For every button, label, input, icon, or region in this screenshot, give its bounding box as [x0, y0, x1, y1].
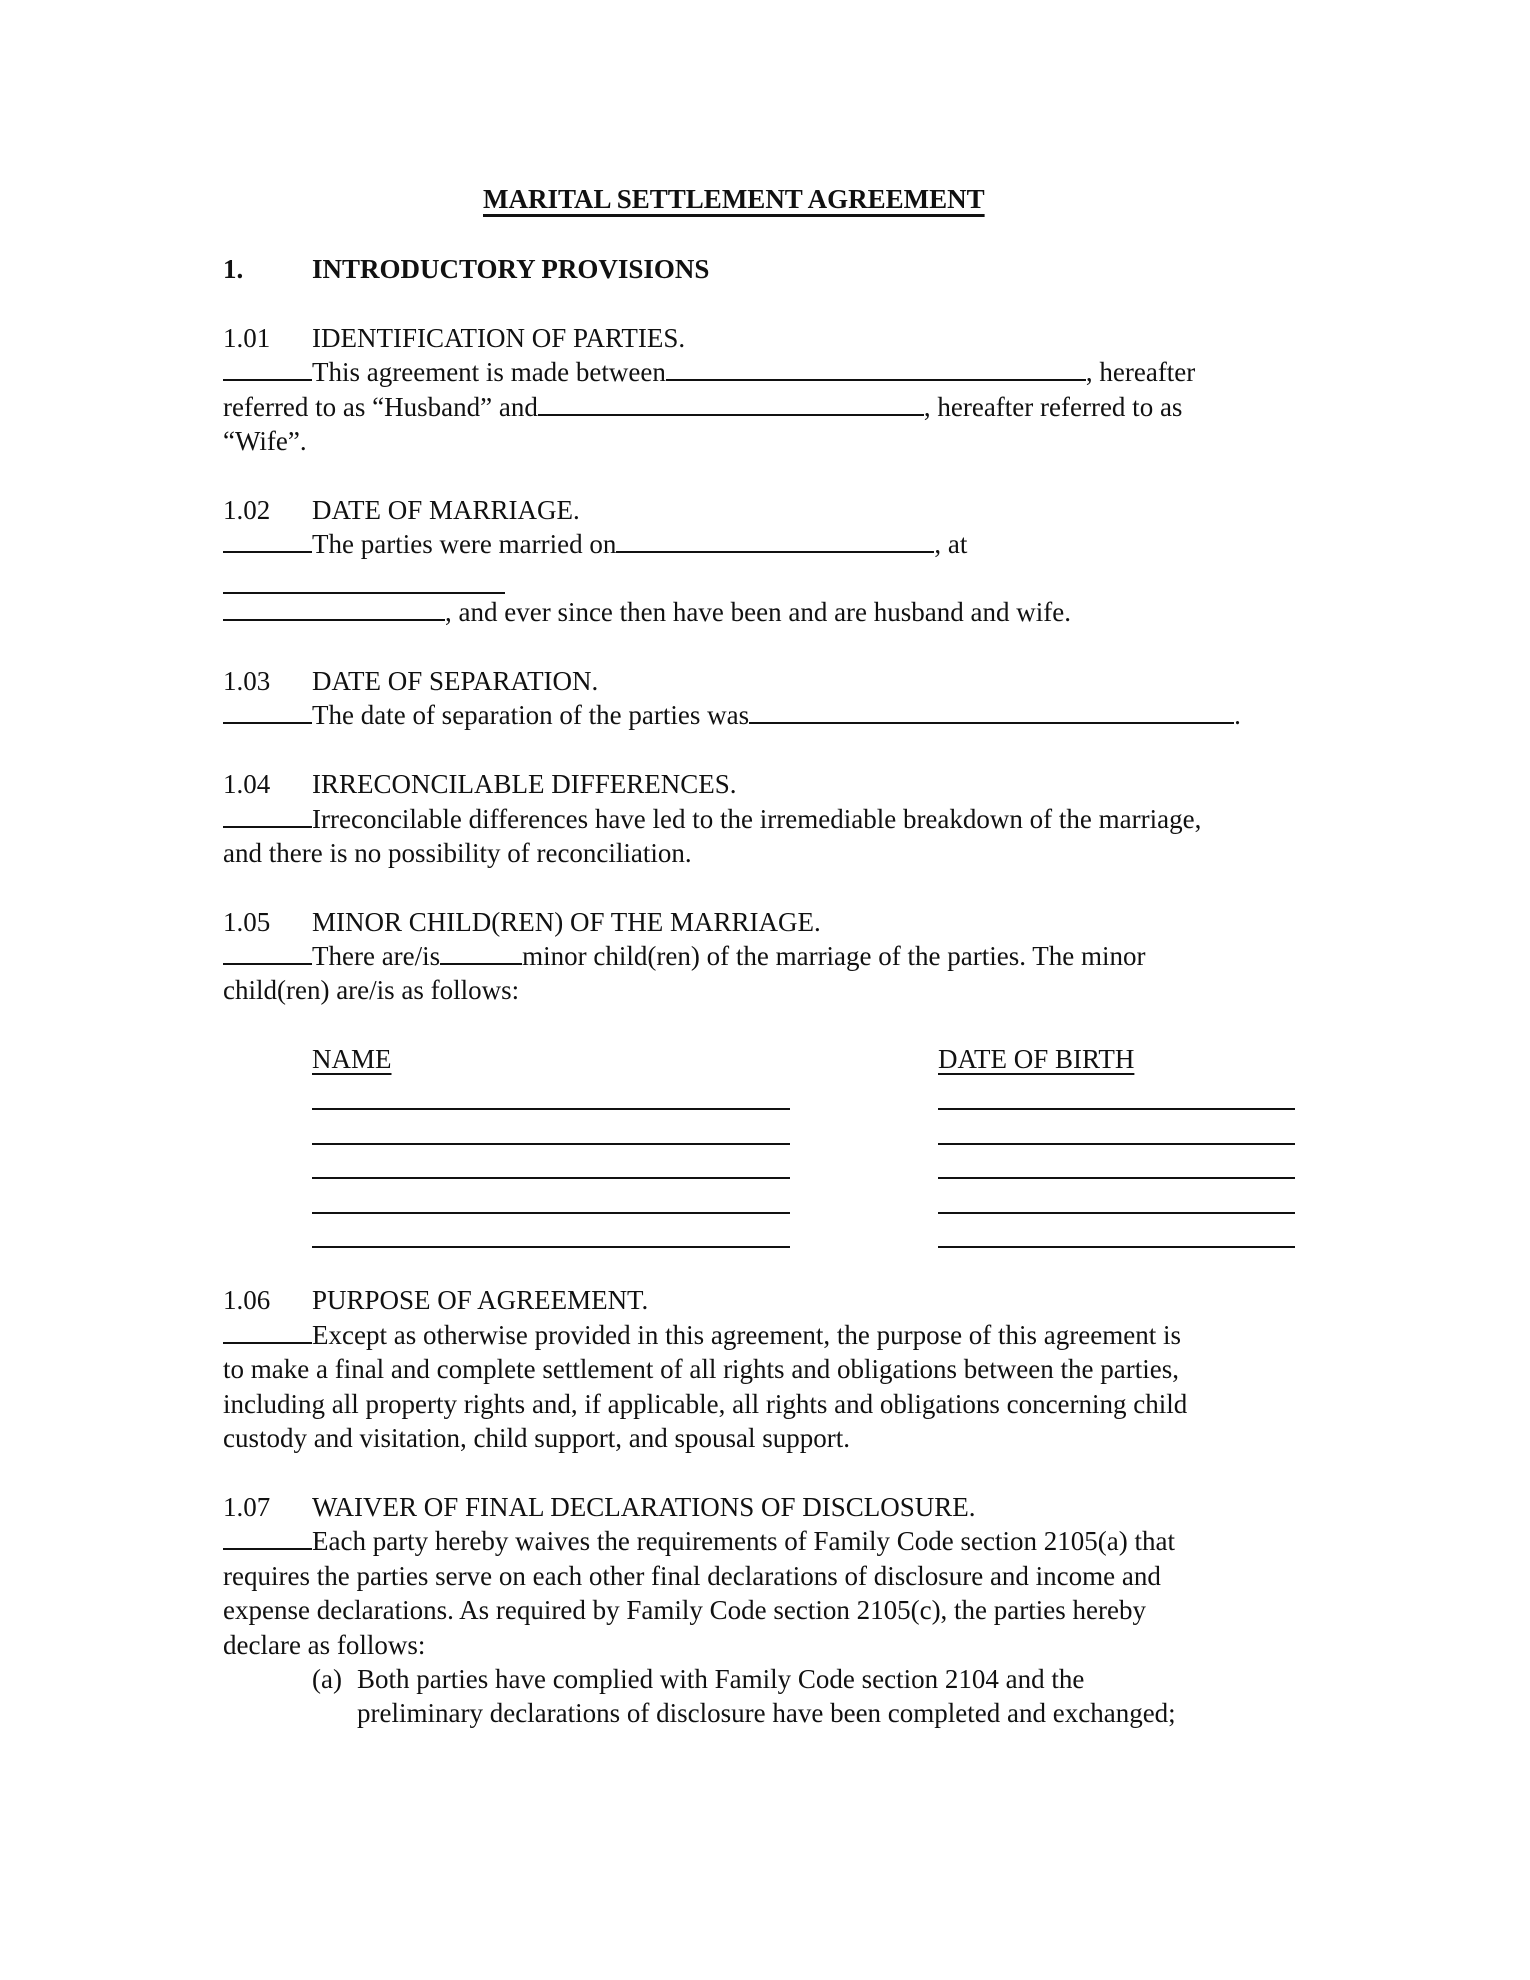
initials-blank[interactable] — [223, 962, 312, 965]
subsection-heading: MINOR CHILD(REN) OF THE MARRIAGE. — [312, 907, 821, 937]
paragraph-line: child(ren) are/is as follows: — [223, 975, 520, 1005]
subsection-number: 1.06 — [223, 1285, 271, 1315]
child-name-blank[interactable] — [312, 1246, 790, 1248]
list-item-line: Both parties have complied with Family Code section 2104 and the — [357, 1664, 1085, 1694]
paragraph-line: Irreconcilable differences have led to the irremediable breakdown of the marriage, — [223, 806, 1201, 833]
subsection-heading: WAIVER OF FINAL DECLARATIONS OF DISCLOSURE. — [312, 1492, 976, 1522]
child-name-blank[interactable] — [312, 1143, 790, 1145]
child-name-blank[interactable] — [312, 1108, 790, 1110]
child-dob-blank[interactable] — [938, 1246, 1295, 1248]
subsection-heading: IRRECONCILABLE DIFFERENCES. — [312, 769, 737, 799]
column-header-date-of-birth: DATE OF BIRTH — [938, 1044, 1135, 1074]
paragraph-line: This agreement is made between , hereafter — [223, 359, 1195, 386]
child-name-blank[interactable] — [312, 1177, 790, 1179]
paragraph-line: declare as follows: — [223, 1630, 426, 1660]
husband-name-blank[interactable] — [666, 378, 1086, 381]
subsection-heading: DATE OF MARRIAGE. — [312, 495, 580, 525]
paragraph-line: expense declarations. As required by Family Code section 2105(c), the parties hereby — [223, 1595, 1146, 1625]
child-name-blank[interactable] — [312, 1212, 790, 1214]
list-item-line: preliminary declarations of disclosure have been completed and exchanged; — [357, 1698, 1176, 1728]
paragraph-line: “Wife”. — [223, 426, 307, 456]
subsection-number: 1.03 — [223, 666, 271, 696]
wife-name-blank[interactable] — [538, 413, 924, 416]
marriage-date-blank[interactable] — [616, 550, 934, 553]
paragraph-line: referred to as “Husband” and , hereafter referred to as — [223, 392, 1183, 422]
paragraph-line: There are/is minor child(ren) of the marriage of the parties. The minor — [223, 943, 1145, 970]
paragraph-line: to make a final and complete settlement of all rights and obligations between the parties, — [223, 1354, 1179, 1384]
paragraph-line: The parties were married on , at — [223, 531, 967, 558]
paragraph-line: Except as otherwise provided in this agreement, the purpose of this agreement is — [223, 1322, 1181, 1349]
child-dob-blank[interactable] — [938, 1108, 1295, 1110]
marriage-place-blank-2[interactable] — [223, 618, 445, 621]
list-item-label: (a) — [312, 1664, 342, 1694]
section-number: 1. — [223, 254, 244, 284]
paragraph-line: including all property rights and, if applicable, all rights and obligations concerning child — [223, 1389, 1188, 1419]
child-dob-blank[interactable] — [938, 1177, 1295, 1179]
paragraph-line: custody and visitation, child support, and spousal support. — [223, 1423, 850, 1453]
initials-blank[interactable] — [223, 1547, 312, 1550]
initials-blank[interactable] — [223, 550, 312, 553]
subsection-heading: IDENTIFICATION OF PARTIES. — [312, 323, 686, 353]
subsection-heading: DATE OF SEPARATION. — [312, 666, 599, 696]
subsection-number: 1.01 — [223, 323, 271, 353]
subsection-heading: PURPOSE OF AGREEMENT. — [312, 1285, 649, 1315]
separation-date-blank[interactable] — [749, 721, 1234, 724]
subsection-number: 1.07 — [223, 1492, 271, 1522]
initials-blank[interactable] — [223, 378, 312, 381]
paragraph-line: requires the parties serve on each other final declarations of disclosure and income and — [223, 1561, 1161, 1591]
child-dob-blank[interactable] — [938, 1212, 1295, 1214]
document-title: MARITAL SETTLEMENT AGREEMENT — [483, 184, 985, 214]
initials-blank[interactable] — [223, 1341, 312, 1344]
initials-blank[interactable] — [223, 721, 312, 724]
marriage-place-blank[interactable] — [223, 592, 505, 594]
initials-blank[interactable] — [223, 825, 312, 828]
paragraph-line: The date of separation of the parties was . — [223, 702, 1241, 729]
column-header-name: NAME — [312, 1044, 392, 1074]
subsection-number: 1.04 — [223, 769, 271, 799]
paragraph-line: and there is no possibility of reconciliation. — [223, 838, 692, 868]
subsection-number: 1.05 — [223, 907, 271, 937]
section-title: INTRODUCTORY PROVISIONS — [312, 254, 710, 284]
child-dob-blank[interactable] — [938, 1143, 1295, 1145]
child-count-blank[interactable] — [440, 962, 522, 965]
subsection-number: 1.02 — [223, 495, 271, 525]
paragraph-line: , and ever since then have been and are husband and wife. — [223, 599, 1071, 626]
paragraph-line: Each party hereby waives the requirements of Family Code section 2105(a) that — [223, 1528, 1175, 1555]
